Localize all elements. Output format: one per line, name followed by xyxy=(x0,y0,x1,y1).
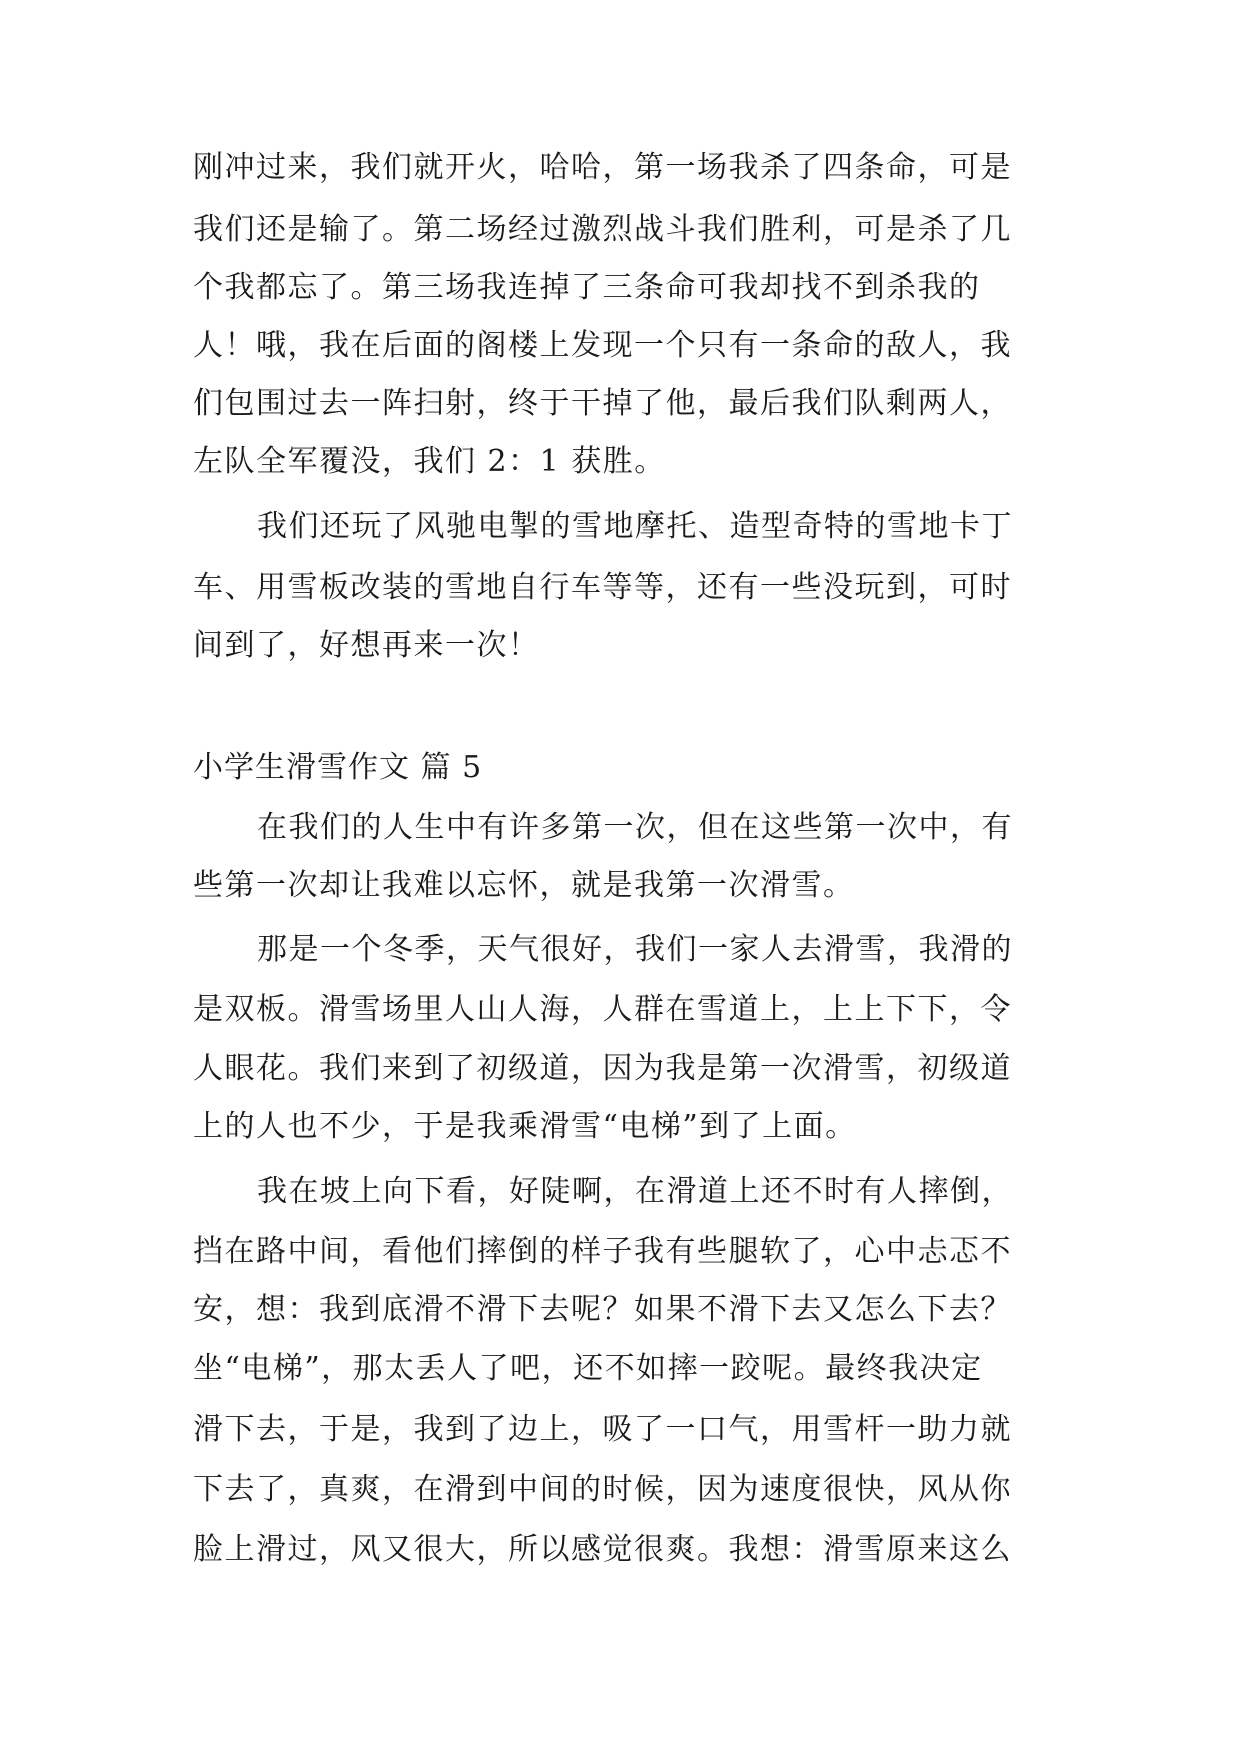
paragraph-line: 挡在路中间，看他们摔倒的样子我有些腿软了，心中忐忑不 xyxy=(193,1234,1012,1269)
paragraph-line: 个我都忘了。第三场我连掉了三条命可我却找不到杀我的 xyxy=(193,270,981,305)
paragraph-line: 下去了，真爽，在滑到中间的时候，因为速度很快，风从你 xyxy=(193,1472,1012,1507)
paragraph-line: 上的人也不少，于是我乘滑雪“电梯”到了上面。 xyxy=(193,1109,857,1144)
paragraph-line: 安，想：我到底滑不滑下去呢？如果不滑下去又怎么下去？ xyxy=(193,1292,1012,1327)
paragraph-line: 坐“电梯”，那太丢人了吧，还不如摔一跤呢。最终我决定 xyxy=(193,1351,983,1386)
section-title: 小学生滑雪作文 篇 5 xyxy=(193,750,483,785)
paragraph-line: 们包围过去一阵扫射，终于干掉了他，最后我们队剩两人， xyxy=(193,386,1012,421)
paragraph-line: 我们还玩了风驰电掣的雪地摩托、造型奇特的雪地卡丁 xyxy=(257,509,1013,544)
paragraph-line: 在我们的人生中有许多第一次，但在这些第一次中，有 xyxy=(257,810,1013,845)
paragraph-line: 间到了，好想再来一次！ xyxy=(193,628,540,663)
paragraph-line: 些第一次却让我难以忘怀，就是我第一次滑雪。 xyxy=(193,868,855,903)
paragraph-line: 我们还是输了。第二场经过激烈战斗我们胜利，可是杀了几 xyxy=(193,212,1012,247)
paragraph-line: 刚冲过来，我们就开火，哈哈，第一场我杀了四条命，可是 xyxy=(193,150,1012,185)
paragraph-line: 我在坡上向下看，好陡啊，在滑道上还不时有人摔倒， xyxy=(257,1174,1013,1209)
paragraph-line: 那是一个冬季，天气很好，我们一家人去滑雪，我滑的 xyxy=(257,932,1013,967)
paragraph-line: 脸上滑过，风又很大，所以感觉很爽。我想：滑雪原来这么 xyxy=(193,1532,1012,1567)
paragraph-line: 左队全军覆没，我们 2：1 获胜。 xyxy=(193,444,666,479)
paragraph-line: 车、用雪板改装的雪地自行车等等，还有一些没玩到，可时 xyxy=(193,570,1012,605)
paragraph-line: 滑下去，于是，我到了边上，吸了一口气，用雪杆一助力就 xyxy=(193,1412,1012,1447)
paragraph-line: 人眼花。我们来到了初级道，因为我是第一次滑雪，初级道 xyxy=(193,1051,1012,1086)
paragraph-line: 人！哦，我在后面的阁楼上发现一个只有一条命的敌人，我 xyxy=(193,328,1012,363)
paragraph-line: 是双板。滑雪场里人山人海，人群在雪道上，上上下下，令 xyxy=(193,992,1012,1027)
